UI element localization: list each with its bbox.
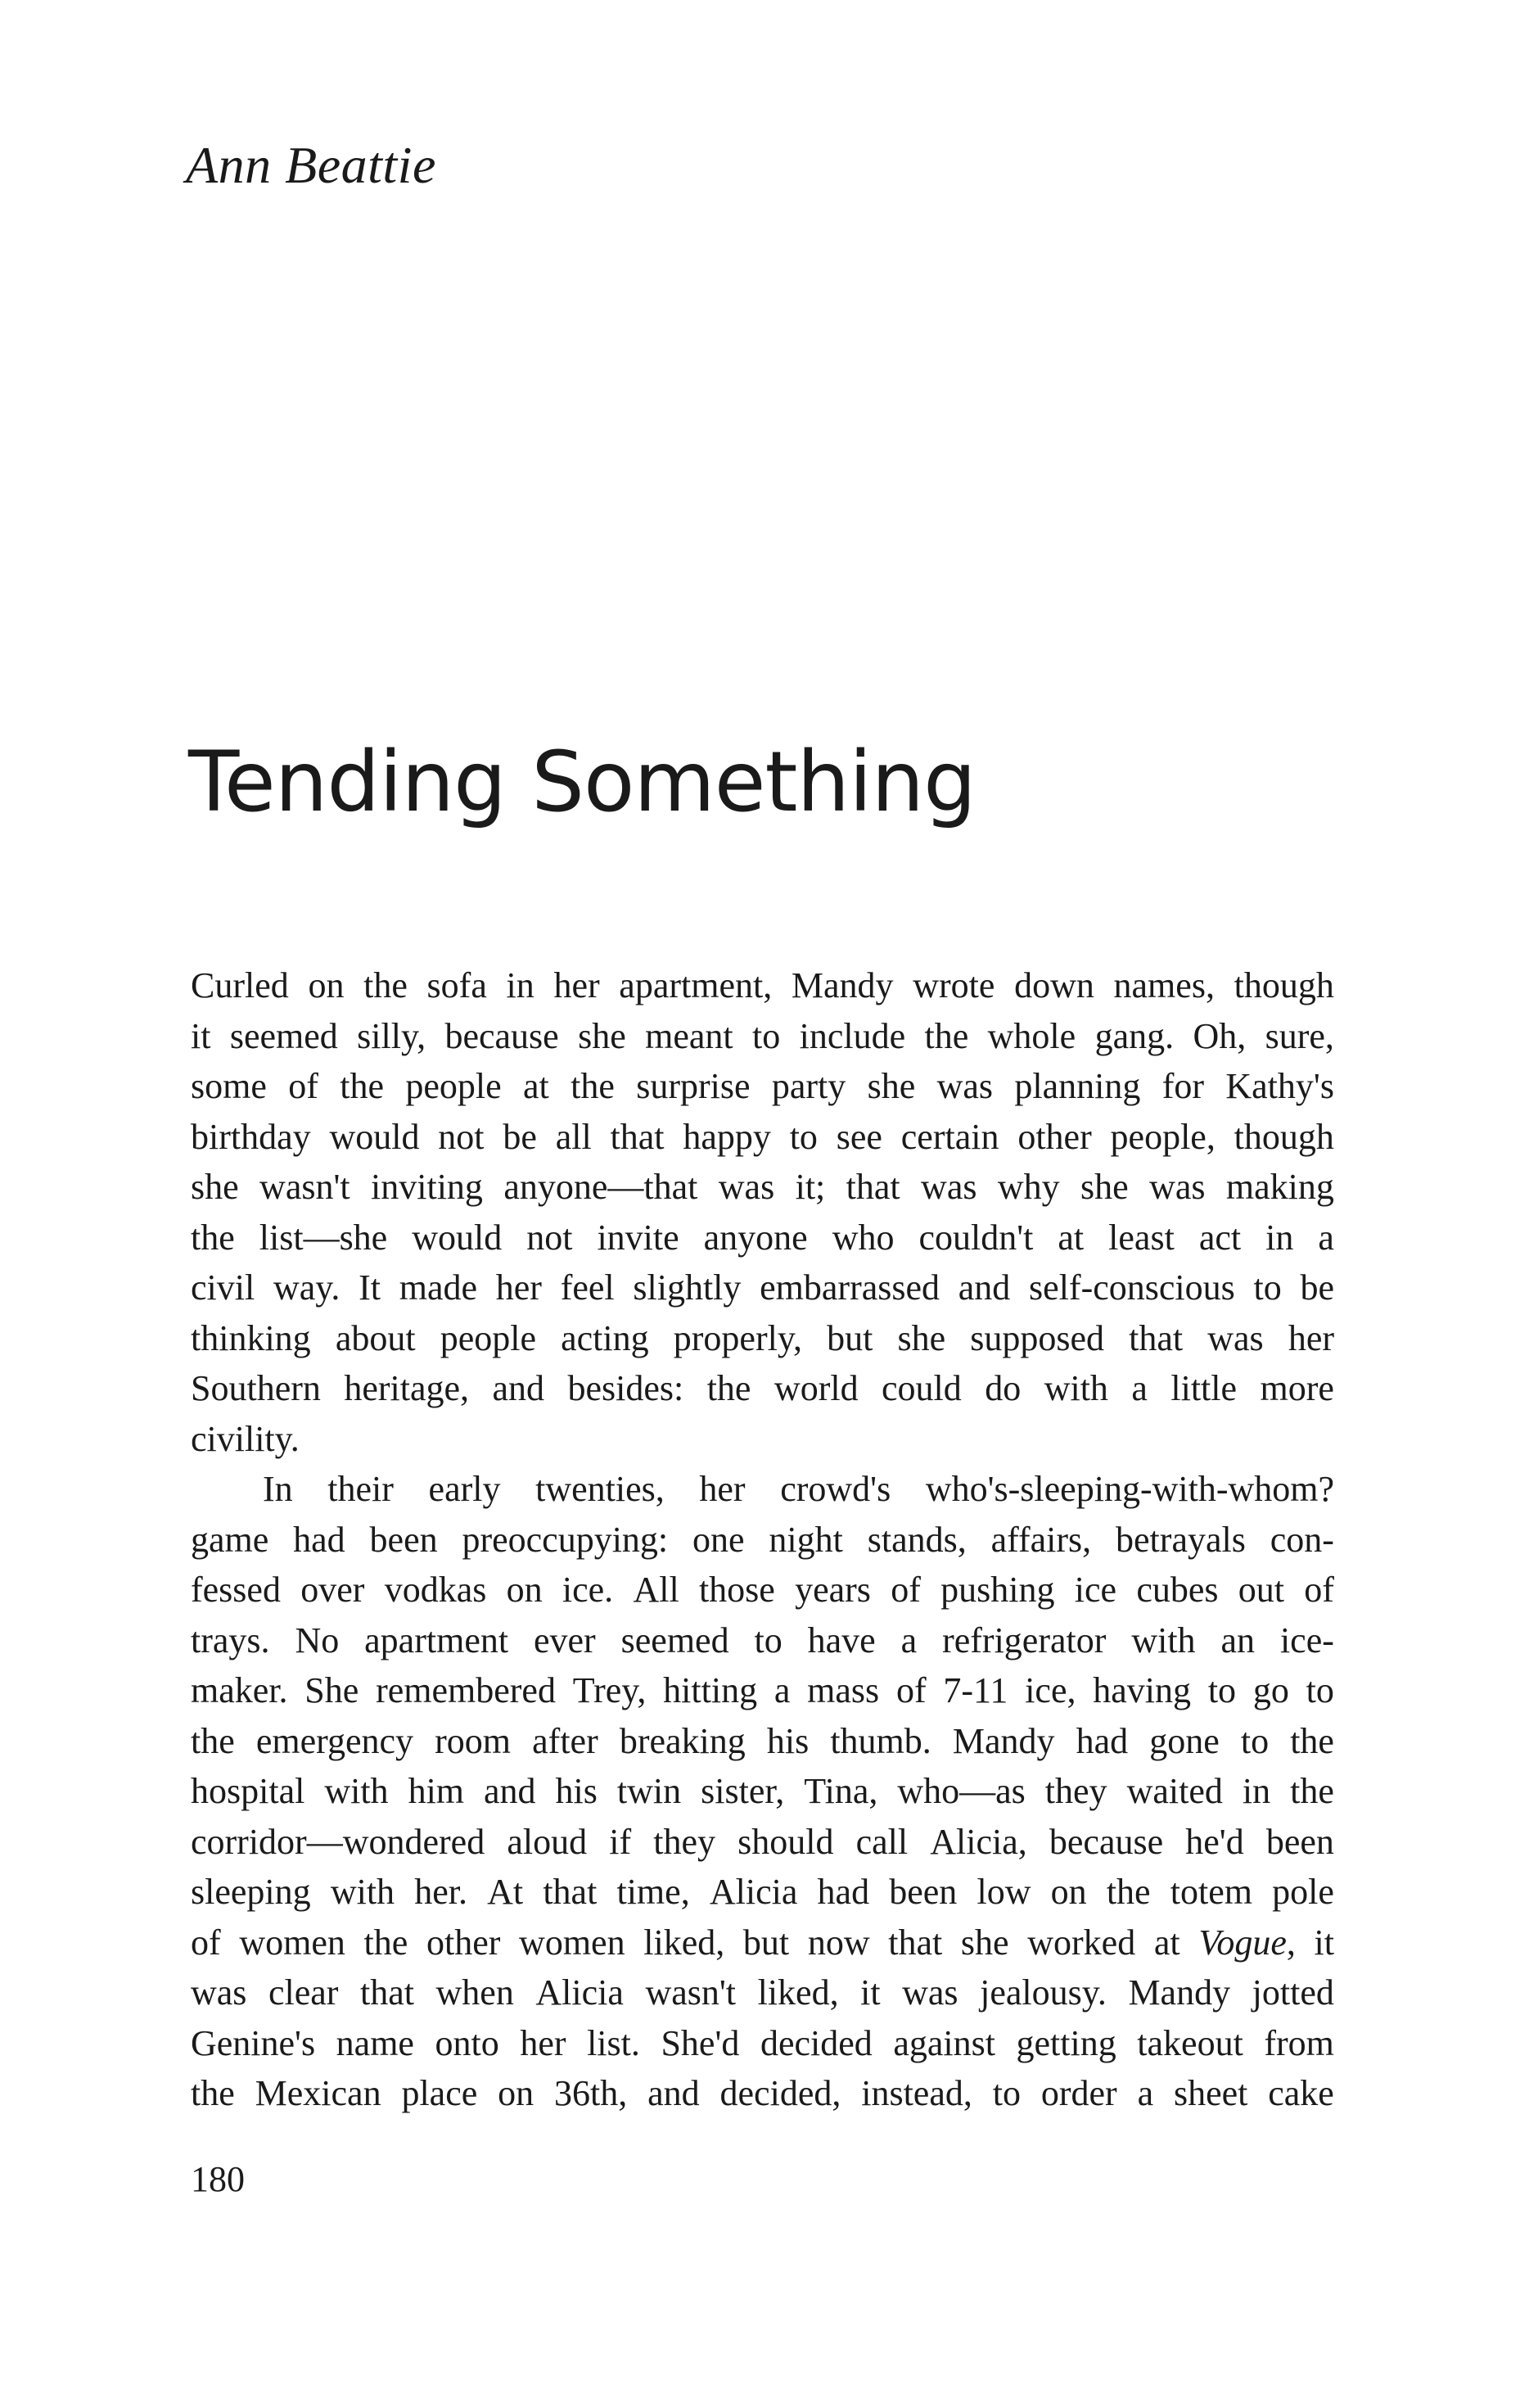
word: betrayals: [1116, 1519, 1246, 1560]
word: her: [495, 1267, 542, 1308]
word: she: [960, 1922, 1009, 1963]
word: her: [699, 1469, 746, 1509]
word: having: [1093, 1670, 1192, 1710]
word: her.: [414, 1872, 467, 1912]
text-line: [191, 1011, 1334, 1062]
word: to: [1240, 1720, 1270, 1761]
word: at: [1153, 1922, 1180, 1963]
word: to: [1207, 1670, 1237, 1710]
word: who's-sleeping-with-whom?: [925, 1469, 1334, 1509]
page-number: 180: [191, 2159, 245, 2199]
word: Tina,: [804, 1771, 878, 1811]
word: she: [1080, 1167, 1129, 1207]
word: do: [985, 1368, 1022, 1408]
word: years: [795, 1570, 871, 1610]
word: that: [1129, 1317, 1184, 1358]
running-head-author: Ann Beattie: [186, 136, 436, 194]
word: self-conscious: [1029, 1267, 1235, 1308]
word: apartment,: [619, 965, 773, 1005]
word: act: [1198, 1217, 1242, 1258]
word: cake: [1268, 2073, 1334, 2113]
word: should: [737, 1821, 834, 1862]
word: on: [498, 2073, 534, 2113]
body-text: [191, 960, 1334, 2119]
word: an: [1220, 1620, 1256, 1660]
word: now: [807, 1922, 870, 1963]
word: because: [1049, 1821, 1164, 1862]
word: if: [609, 1821, 632, 1862]
word: fessed: [191, 1570, 281, 1610]
word: a: [1318, 1217, 1334, 1258]
word: other: [1017, 1116, 1092, 1157]
word: apartment: [364, 1620, 509, 1660]
word: cubes: [1136, 1570, 1219, 1610]
word: those: [698, 1570, 775, 1610]
word: liked,: [757, 1972, 839, 2013]
word: at: [522, 1066, 549, 1106]
word: No: [295, 1620, 340, 1660]
word: he'd: [1185, 1821, 1244, 1862]
word: in: [1265, 1217, 1294, 1258]
word: after: [532, 1720, 598, 1761]
word: At: [487, 1872, 524, 1912]
word: why: [997, 1167, 1060, 1207]
word: sheet: [1173, 2073, 1248, 2113]
word: it: [1314, 1922, 1334, 1963]
word: decided,: [719, 2073, 841, 2113]
word: and: [492, 1368, 545, 1408]
text-line: [191, 1061, 1334, 1112]
chapter-title: Tending Something: [188, 734, 976, 831]
word: list—she: [259, 1217, 388, 1258]
word: gang.: [1094, 1015, 1175, 1056]
word: anyone: [703, 1217, 808, 1258]
word: she: [191, 1167, 239, 1207]
word: not: [526, 1217, 573, 1258]
word: they: [1044, 1771, 1107, 1811]
word: Alicia,: [930, 1821, 1027, 1862]
word: civil: [191, 1267, 255, 1308]
word: Mandy: [952, 1720, 1055, 1761]
text-line: [191, 1565, 1334, 1615]
word: women: [519, 1922, 625, 1963]
text-line: [191, 1665, 1334, 1716]
text-line: [191, 1313, 1334, 1364]
word: low: [976, 1872, 1031, 1912]
word: decided: [760, 2022, 873, 2063]
word: call: [855, 1821, 909, 1862]
word: room: [435, 1720, 512, 1761]
word: that: [846, 1167, 900, 1207]
word: birthday: [191, 1116, 311, 1157]
word: order: [1040, 2073, 1117, 2113]
word: could: [882, 1368, 962, 1408]
word: that: [610, 1116, 665, 1157]
word: waited: [1126, 1771, 1223, 1811]
word: on: [1050, 1872, 1087, 1912]
word: couldn't: [918, 1217, 1034, 1258]
word: ice,: [1025, 1670, 1076, 1710]
word: with: [324, 1771, 389, 1811]
word: instead,: [861, 2073, 972, 2113]
word: properly,: [673, 1317, 802, 1358]
word: been: [1265, 1821, 1334, 1862]
word: be: [1300, 1267, 1334, 1308]
word: All: [633, 1570, 679, 1610]
word: a: [774, 1670, 791, 1710]
word: preoccupying:: [462, 1519, 669, 1560]
word: corridor—wondered: [191, 1821, 485, 1862]
word: worked: [1027, 1922, 1136, 1963]
word: stands,: [867, 1519, 967, 1560]
word: Curled: [191, 965, 289, 1005]
word: the: [340, 1066, 384, 1106]
word: Alicia: [709, 1872, 798, 1912]
word: embarrassed: [760, 1267, 940, 1308]
word: happy: [683, 1116, 771, 1157]
word: acting: [561, 1317, 649, 1358]
word: wasn't: [259, 1167, 350, 1207]
word: remembered: [376, 1670, 556, 1710]
word: ever: [534, 1620, 596, 1660]
word: but: [827, 1317, 873, 1358]
word: aloud: [507, 1821, 588, 1862]
word: the: [1290, 1771, 1334, 1811]
word: with: [1131, 1620, 1196, 1660]
word: some: [191, 1066, 267, 1106]
word: it;: [795, 1167, 826, 1207]
word: her: [553, 965, 600, 1005]
word: to: [992, 2073, 1021, 2113]
word: would: [412, 1217, 503, 1258]
text-line: [191, 1363, 1334, 1414]
word: of: [288, 1066, 318, 1106]
word: planning: [1014, 1066, 1141, 1106]
text-line: [191, 1867, 1334, 1918]
word: certain: [900, 1116, 999, 1157]
word: 36th,: [554, 2073, 628, 2113]
word: sofa: [426, 965, 487, 1005]
word: twenties,: [535, 1469, 665, 1509]
word: a: [900, 1620, 918, 1660]
word: and: [647, 2073, 700, 2113]
word: with: [330, 1872, 395, 1912]
word: about: [335, 1317, 416, 1358]
word: place: [401, 2073, 478, 2113]
word: refrigerator: [942, 1620, 1107, 1660]
text-line: [191, 1918, 1334, 1968]
word: to: [754, 1620, 783, 1660]
word: silly,: [357, 1015, 426, 1056]
word: Mandy: [791, 965, 894, 1005]
word: sure,: [1265, 1015, 1334, 1056]
word: made: [399, 1267, 478, 1308]
word: to: [789, 1116, 818, 1157]
word: their: [327, 1469, 394, 1509]
word: jotted: [1252, 1972, 1334, 2013]
word: heritage,: [344, 1368, 470, 1408]
word: go: [1252, 1670, 1289, 1710]
word: that: [888, 1922, 943, 1963]
word: they: [653, 1821, 715, 1862]
word: besides:: [567, 1368, 684, 1408]
text-line: [191, 1615, 1334, 1666]
word: seemed: [620, 1620, 729, 1660]
word: the: [1290, 1720, 1334, 1761]
text-line: [191, 1112, 1334, 1163]
text-line: [191, 1817, 1334, 1868]
word: her: [520, 2022, 566, 2063]
word: the: [924, 1015, 969, 1056]
word: in: [506, 965, 534, 1005]
text-line: [191, 2068, 1334, 2119]
word: jealousy.: [980, 1972, 1107, 2013]
word: con-: [1270, 1519, 1334, 1560]
word: though: [1234, 965, 1334, 1005]
word: of: [891, 1570, 921, 1610]
word: the: [363, 965, 408, 1005]
word: hospital: [191, 1771, 305, 1811]
word: of: [895, 1670, 927, 1710]
word: 7-11: [943, 1670, 1008, 1710]
word: a: [1131, 1368, 1148, 1408]
word: her: [1288, 1317, 1334, 1358]
word: at: [1058, 1217, 1085, 1258]
word: She: [304, 1670, 359, 1710]
word: gone: [1149, 1720, 1220, 1761]
word: name: [336, 2022, 414, 2063]
text-line: [191, 1515, 1334, 1565]
word: had: [817, 1872, 870, 1912]
word: him: [408, 1771, 465, 1811]
text-line: [191, 960, 1334, 1011]
word: would: [329, 1116, 420, 1157]
word: the: [191, 2073, 235, 2113]
word: supposed: [970, 1317, 1105, 1358]
word: time,: [616, 1872, 690, 1912]
word: and: [484, 1771, 536, 1811]
word: crowd's: [780, 1469, 891, 1509]
word: his: [555, 1771, 598, 1811]
word: she: [867, 1066, 916, 1106]
word: when: [435, 1972, 514, 2013]
word: making: [1225, 1167, 1334, 1207]
word: affairs,: [990, 1519, 1092, 1560]
word: game: [191, 1519, 269, 1560]
text-line: [191, 1414, 1334, 1465]
word: a: [1137, 2073, 1154, 2113]
text-line: [191, 1968, 1334, 2018]
word: liked,: [643, 1922, 725, 1963]
word: that: [360, 1972, 414, 2013]
word: Vogue,: [1198, 1922, 1296, 1963]
word: mass: [807, 1670, 880, 1710]
word: was: [718, 1167, 775, 1207]
word: the: [191, 1217, 235, 1258]
word: slightly: [633, 1267, 742, 1308]
word: wasn't: [645, 1972, 737, 2013]
word: hitting: [663, 1670, 758, 1710]
word: least: [1108, 1217, 1175, 1258]
word: for: [1161, 1066, 1205, 1106]
word: who: [832, 1217, 895, 1258]
word: It: [359, 1267, 381, 1308]
word: Mandy: [1128, 1972, 1231, 2013]
word: totem: [1170, 1872, 1252, 1912]
word: on: [308, 965, 345, 1005]
word: Trey,: [572, 1670, 647, 1710]
word: the: [191, 1720, 235, 1761]
word: it: [860, 1972, 881, 2013]
text-line: [191, 1766, 1334, 1817]
word: thinking: [191, 1317, 311, 1358]
word: it: [191, 1015, 211, 1056]
word: other: [426, 1922, 501, 1963]
word: people: [440, 1317, 536, 1358]
word: to: [1253, 1267, 1282, 1308]
word: In: [263, 1469, 293, 1509]
word: night: [769, 1519, 843, 1560]
word: pushing: [940, 1570, 1055, 1610]
text-line: [191, 1263, 1334, 1313]
text-line: [191, 1716, 1334, 1767]
text-line: [191, 1162, 1334, 1213]
word: thumb.: [830, 1720, 931, 1761]
word: party: [771, 1066, 846, 1106]
word: way.: [273, 1267, 341, 1308]
word: clear: [268, 1972, 339, 2013]
word: feel: [560, 1267, 615, 1308]
word: over: [300, 1570, 365, 1610]
word: down: [1014, 965, 1094, 1005]
word: the: [706, 1368, 751, 1408]
word: people,: [1110, 1116, 1216, 1157]
word: Southern: [191, 1368, 321, 1408]
word: have: [807, 1620, 876, 1660]
word: Kathy's: [1225, 1066, 1334, 1106]
word: sister,: [701, 1771, 785, 1811]
word: was: [921, 1167, 977, 1207]
word: all: [555, 1116, 592, 1157]
word: the: [363, 1922, 408, 1963]
word: was: [902, 1972, 958, 2013]
word: his: [766, 1720, 810, 1761]
word: to: [1306, 1670, 1334, 1710]
word: she: [578, 1015, 626, 1056]
text-line: [191, 1464, 1334, 1515]
word: though: [1234, 1116, 1334, 1157]
word: had: [1076, 1720, 1129, 1761]
word: the: [1106, 1872, 1151, 1912]
word: breaking: [619, 1720, 746, 1761]
word: ice: [1074, 1570, 1117, 1610]
word: She'd: [661, 2022, 740, 2063]
word: of: [1304, 1570, 1334, 1610]
word: onto: [435, 2022, 499, 2063]
word: who—as: [897, 1771, 1026, 1811]
word: wrote: [913, 965, 995, 1005]
word: civility.: [191, 1418, 300, 1459]
word: be: [503, 1116, 537, 1157]
word: she: [897, 1317, 946, 1358]
word: meant: [645, 1015, 733, 1056]
word: been: [369, 1519, 438, 1560]
word: little: [1170, 1368, 1238, 1408]
word: list.: [587, 2022, 640, 2063]
word: world: [774, 1368, 859, 1408]
word: was: [936, 1066, 994, 1106]
word: names,: [1113, 965, 1215, 1005]
word: invite: [597, 1217, 679, 1258]
word: was: [1149, 1167, 1206, 1207]
word: and: [958, 1267, 1011, 1308]
word: takeout: [1137, 2022, 1243, 2063]
word: trays.: [191, 1620, 270, 1660]
word: vodkas: [384, 1570, 487, 1610]
word: twin: [616, 1771, 682, 1811]
word: was: [191, 1972, 247, 2013]
word: more: [1260, 1368, 1334, 1408]
word: ice.: [562, 1570, 614, 1610]
word: surprise: [636, 1066, 751, 1106]
word: not: [438, 1116, 485, 1157]
word: ice-: [1279, 1620, 1334, 1660]
text-line: [191, 2018, 1334, 2069]
word: with: [1044, 1368, 1108, 1408]
word: Mexican: [255, 2073, 381, 2113]
word: was: [1207, 1317, 1264, 1358]
word: from: [1264, 2022, 1334, 2063]
word: see: [836, 1116, 882, 1157]
word: in: [1242, 1771, 1271, 1811]
word: maker.: [191, 1670, 288, 1710]
word: emergency: [255, 1720, 414, 1761]
word: Oh,: [1193, 1015, 1247, 1056]
word: one: [692, 1519, 745, 1560]
word: that: [543, 1872, 598, 1912]
word: but: [742, 1922, 790, 1963]
word: anyone—that: [503, 1167, 698, 1207]
word: Genine's: [191, 2022, 316, 2063]
word: include: [799, 1015, 906, 1056]
word: pole: [1272, 1872, 1334, 1912]
text-line: [191, 1213, 1334, 1263]
word: Alicia: [535, 1972, 624, 2013]
word: early: [428, 1469, 501, 1509]
word: out: [1238, 1570, 1284, 1610]
word: whole: [987, 1015, 1076, 1056]
word: the: [571, 1066, 615, 1106]
word: seemed: [229, 1015, 338, 1056]
word: people: [405, 1066, 502, 1106]
word: had: [293, 1519, 345, 1560]
word: to: [752, 1015, 781, 1056]
word: against: [893, 2022, 995, 2063]
word: been: [889, 1872, 958, 1912]
word: sleeping: [191, 1872, 311, 1912]
word: because: [444, 1015, 559, 1056]
word: inviting: [371, 1167, 483, 1207]
word: of: [191, 1922, 221, 1963]
word: getting: [1016, 2022, 1116, 2063]
word: on: [506, 1570, 543, 1610]
word: women: [239, 1922, 345, 1963]
